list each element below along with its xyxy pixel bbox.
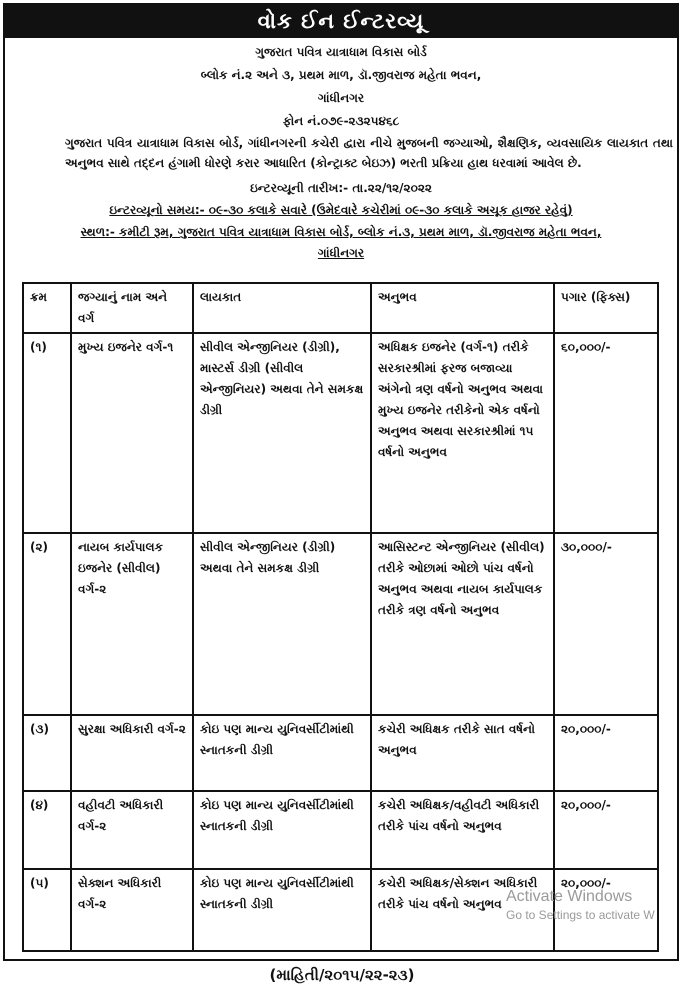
row-no: (૪) (23, 791, 71, 869)
header-post: જગ્યાનું નામ અને વર્ગ (71, 283, 193, 333)
row-salary: ૨૦,૦૦૦/- (554, 791, 658, 869)
row-no: (૨) (23, 533, 71, 715)
advertisement-title: વોક ઈન ઈન્ટરવ્યૂ (5, 5, 677, 38)
row-post: સેક્શન અધિકારી વર્ગ-૨ (71, 869, 193, 951)
row-salary: ૩૦,૦૦૦/- (554, 533, 658, 715)
row-qualification: સીવીલ એન્જીનિયર (ડીગ્રી), માસ્ટર્સ ડીગ્રી (સીવીલ એન્જીનિયર) અથવા તેને સમકક્ષ ડીગ્રી (193, 333, 371, 533)
table-row (23, 533, 658, 715)
header-experience: અનુભવ (371, 283, 554, 333)
vacancy-table (22, 282, 659, 952)
venue-line1: સ્થળ:- કમીટી રૂમ, ગુજરાત પવિત્ર યાત્રાધામ વિકાસ બોર્ડ, બ્લોક નં.૩, પ્રથમ માળ, ડૉ.જીવરાજ મહેતા ભવન, (80, 225, 602, 239)
header-qualification: લાયકાત (193, 283, 371, 333)
row-experience: કચેરી અધિક્ષક/વહીવટી અધિકારી તરીકે પાંચ વર્ષનો અનુભવ (371, 791, 554, 869)
interview-time: ઇન્ટરવ્યૂનો સમય:- ૦૯-૩૦ કલાકે સવારે (ઉમેદવારે કચેરીમાં ૦૯-૩૦ કલાકે અચૂક હાજર રહેવું) (109, 203, 573, 217)
row-salary: ૬૦,૦૦૦/- (554, 333, 658, 533)
header-no: ક્રમ (23, 283, 71, 333)
row-qualification: કોઇ પણ માન્ય યુનિવર્સીટીમાંથી સ્નાતકની ડીગ્રી (193, 869, 371, 951)
row-experience: કચેરી અધિક્ષક તરીકે સાત વર્ષનો અનુભવ (371, 715, 554, 791)
venue-line2: ગાંધીનગર (317, 246, 365, 260)
row-experience: કચેરી અધિક્ષક/સેક્શન અધિકારી તરીકે પાંચ વર્ષનો અનુભવ (371, 869, 554, 951)
header-salary: પગાર (ફિક્સ) (554, 283, 658, 333)
row-no: (૫) (23, 869, 71, 951)
row-qualification: કોઇ પણ માન્ય યુનિવર્સીટીમાંથી સ્નાતકની ડીગ્રી (193, 791, 371, 869)
row-no: (૩) (23, 715, 71, 791)
row-qualification: સીવીલ એન્જીનિયર (ડીગ્રી) અથવા તેને સમકક્ષ ડીગ્રી (193, 533, 371, 715)
info-reference: (માહિતી/૨૦૧૫/૨૨-૨૩) (269, 966, 415, 984)
row-experience: આસિસ્ટન્ટ એન્જીનિયર (સીવીલ) તરીકે ઓછામાં ઓછો પાંચ વર્ષનો અનુભવ અથવા નાયબ કાર્યપાલક તરીકે ત્રણ વર્ષનો અનુભવ (371, 533, 554, 715)
org-address-line2: ગાંધીનગર (317, 91, 365, 105)
row-post: મુખ્ય ઇજનેર વર્ગ-૧ (71, 333, 193, 533)
watermark-subtitle: Go to Settings to activate W (506, 908, 655, 922)
table-row (23, 869, 658, 951)
intro-paragraph: ગુજરાત પવિત્ર યાત્રાધામ વિકાસ બોર્ડ, ગાંધીનગરની કચેરી દ્વારા નીચે મુજબની જગ્યાઓ, શૈક્ષણિક, વ્યવસાયિક લાયકાત તથા અનુભવ સાથે તદ્દન હંગામી ધોરણે કરાર આધારિત (કોન્ટ્રાક્ટ બેઇઝ) ભરતી પ્રક્રિયા હાથ ધરવામાં આવેલ છે. (65, 136, 673, 170)
row-qualification: કોઇ પણ માન્ય યુનિવર્સીટીમાંથી સ્નાતકની ડીગ્રી (193, 715, 371, 791)
table-header-row (23, 283, 658, 333)
org-address-line1: બ્લોક નં.૨ અને ૩, પ્રથમ માળ, ડૉ.જીવરાજ મહેતા ભવન, (200, 68, 482, 82)
row-post: વહીવટી અધિકારી વર્ગ-૨ (71, 791, 193, 869)
row-salary: ૨૦,૦૦૦/- (554, 869, 658, 951)
row-experience: અધિક્ષક ઇજનેર (વર્ગ-૧) તરીકે સરકારશ્રીમાં ફરજ બજાવ્યા અંગેનો ત્રણ વર્ષનો અનુભવ અથવા મુખ્ય ઇજનેર તરીકેનો એક વર્ષનો અનુભવ અથવા સરકારશ્રીમાં ૧૫ વર્ષનો અનુભવ (371, 333, 554, 533)
interview-date: ઇન્ટરવ્યૂની તારીખ:- તા.૨૨/૧૨/૨૦૨૨ (250, 181, 432, 195)
watermark-title: Activate Windows (506, 888, 633, 905)
row-post: નાયબ કાર્યપાલક ઇજનેર (સીવીલ) વર્ગ-૨ (71, 533, 193, 715)
org-name: ગુજરાત પવિત્ર યાત્રાધામ વિકાસ બોર્ડ (255, 45, 427, 59)
row-no: (૧) (23, 333, 71, 533)
row-post: સુરક્ષા અધિકારી વર્ગ-૨ (71, 715, 193, 791)
org-phone: ફોન નં.૦૭૯-૨૩૨૫૪૬૮ (282, 114, 400, 128)
table-row (23, 715, 658, 791)
table-row (23, 333, 658, 533)
row-salary: ૨૦,૦૦૦/- (554, 715, 658, 791)
table-row (23, 791, 658, 869)
